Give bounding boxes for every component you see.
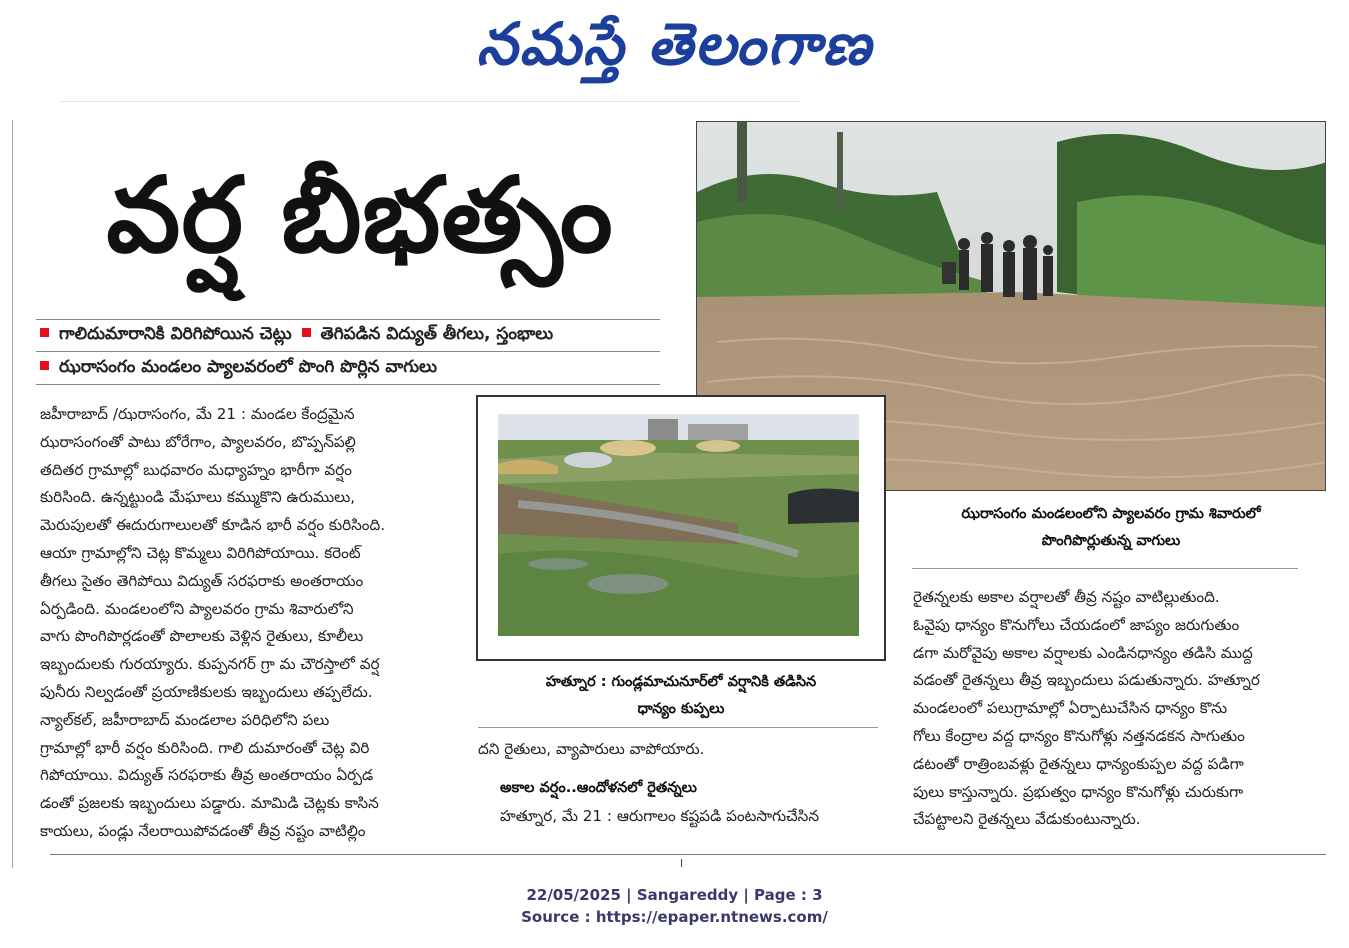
footer-date-edition: 22/05/2025 | Sangareddy | Page : 3 xyxy=(526,886,823,904)
column-1-line: తీగలు సైతం తెగిపోయి విద్యుత్ సరఫరాకు అంతరాయం xyxy=(40,571,364,590)
caption-rule xyxy=(912,568,1298,569)
subdeck-line-2 xyxy=(40,354,437,380)
secondary-subhead: అకాల వర్షం..ఆందోళనలో రైతన్నలు xyxy=(500,780,697,796)
subdeck-point-3: ఝరాసంగం మండలం ప్యాలవరంలో పొంగి పొర్లిన వాగులు xyxy=(59,357,437,377)
small-photo-caption-2: ధాన్యం కుప్పలు xyxy=(637,701,725,717)
subdeck-point-2: తెగిపడిన విద్యుత్ తీగలు, స్తంభాలు xyxy=(320,324,554,344)
column-1-line: ఏర్పడింది. మండలంలోని ప్యాలవరం గ్రామ శివారులోని xyxy=(40,599,354,618)
column-1-line: పునీరు నిల్వడంతో ప్రయాణికులకు ఇబ్బందులు తప్పలేదు. xyxy=(40,682,373,701)
subdeck-top-rule xyxy=(36,319,660,320)
bullet-icon xyxy=(40,328,49,337)
column-1-line: న్యాల్‌కల్, జహీరాబాద్ మండలాల పరిధిలోని పలు xyxy=(40,710,330,729)
footer-source: Source : https://epaper.ntnews.com/ xyxy=(521,908,828,926)
subdeck-bottom-rule xyxy=(36,384,660,385)
small-caption-rule xyxy=(478,727,878,728)
column-3-line: మండలంలో పలుగ్రామాల్లో ఏర్పాటుచేసిన ధాన్యం కొను xyxy=(913,699,1228,718)
masthead-divider xyxy=(60,101,800,102)
small-photo-caption-1: హత్నూర : గుండ్లమాచునూర్‌లో వర్షానికి తడిసిన xyxy=(545,674,817,690)
column-1-line: వాగు పొంగిపొర్లడంతో పొలాలకు వెళ్లిన రైతులు, కూలీలు xyxy=(40,627,364,646)
column-1-line: కురిసింది. ఉన్నట్టుండి మేఘాలు కమ్ముకొని ఉరుములు, xyxy=(40,488,356,507)
column-1-line: ఇబ్బందులకు గురయ్యారు. కుప్పనగర్ గ్రా మ చౌరస్తాలో వర్ష xyxy=(40,655,380,674)
page-center-tick xyxy=(681,859,682,867)
column-3-line: చేపట్టాలని రైతన్నలు వేడుకుంటున్నారు. xyxy=(913,810,1141,829)
column-1-line: జహీరాబాద్ /ఝరాసంగం, మే 21 : మండల కేంద్రమైన xyxy=(40,405,355,423)
left-column-rule xyxy=(12,120,13,868)
main-photo-caption-2: పొంగిపొర్లుతున్న వాగులు xyxy=(1041,533,1181,549)
column-3-line: రైతన్నలకు అకాల వర్షాలతో తీవ్ర నష్టం వాటిల్లుతుంది. xyxy=(913,588,1220,606)
column-3-line: డగా మరోవైపు అకాల వర్షాలకు ఎండినధాన్యం తడిసి ముద్ద xyxy=(913,643,1253,662)
column-3-line: గోలు కేంద్రాల వద్ద ధాన్యం కొనుగోళ్లు నత్తనడకన సాగుతుం xyxy=(913,726,1245,745)
article-column-2-continuation: దని రైతులు, వ్యాపారులు వాపోయారు. xyxy=(478,740,705,758)
column-1-line: మెరుపులతో ఈదురుగాలులతో కూడిన భారీ వర్షం కురిసింది. xyxy=(40,516,386,535)
masthead-logo: నమస్తే తెలంగాణ xyxy=(476,10,873,78)
article-column-1 xyxy=(40,401,452,846)
subdeck-mid-rule xyxy=(36,351,660,352)
wet-grain-heaps-photo xyxy=(498,414,859,636)
article-column-3 xyxy=(913,584,1329,834)
subdeck-line-1 xyxy=(40,321,553,347)
column-1-line: గిపోయాయి. విద్యుత్ సరఫరాకు తీవ్ర అంతరాయం ఏర్పడ xyxy=(40,766,374,785)
column-1-line: ఆయా గ్రామాల్లోని చెట్ల కొమ్మలు విరిగిపోయాయి. కరెంట్ xyxy=(40,543,361,562)
article-column-2-lead: హత్నూర, మే 21 : ఆరుగాలం కష్టపడి పంటసాగుచేసిన xyxy=(500,807,820,825)
bullet-icon xyxy=(302,328,311,337)
column-1-line: తదితర గ్రామాల్లో బుధవారం మధ్యాహ్నం భారీగా వర్షం xyxy=(40,460,352,479)
column-1-line: కాయలు, పండ్లు నేలరాయిపోవడంతో తీవ్ర నష్టం వాటిల్లిం xyxy=(40,821,366,840)
column-1-line: డంతో ప్రజలకు ఇబ్బందులు పడ్డారు. మామిడి చెట్లకు కాసిన xyxy=(40,794,379,813)
column-3-line: వడంతో రైతన్నలు తీవ్ర ఇబ్బందులు పడుతున్నారు. హత్నూర xyxy=(913,671,1260,690)
column-1-line: ఝరాసంగంతో పాటు బోరేగాం, ప్యాలవరం, బొప్పన్‌పల్లి xyxy=(40,432,356,451)
column-3-line: డటంతో రాత్రింబవళ్లు రైతన్నలు ధాన్యంకుప్పల వద్ద పడిగా xyxy=(913,754,1244,773)
subdeck-point-1: గాలిదుమారానికి విరిగిపోయిన చెట్లు xyxy=(59,324,292,344)
bullet-icon xyxy=(40,361,49,370)
page-bottom-rule xyxy=(50,854,1326,855)
column-3-line: ఓవైపు ధాన్యం కొనుగోలు చేయడంలో జాప్యం జరుగుతుం xyxy=(913,615,1240,634)
main-photo-caption-1: ఝరాసంగం మండలంలోని ప్యాలవరం గ్రామ శివారులో xyxy=(961,506,1261,522)
column-1-line: గ్రామాల్లో భారీ వర్షం కురిసింది. గాలి దుమారంతో చెట్ల విరి xyxy=(40,738,370,757)
column-3-line: పులు కాస్తున్నారు. ప్రభుత్వం ధాన్యం కొనుగోళ్లు చురుకుగా xyxy=(913,782,1244,801)
headline: వర్ష బీభత్సం xyxy=(106,154,614,276)
